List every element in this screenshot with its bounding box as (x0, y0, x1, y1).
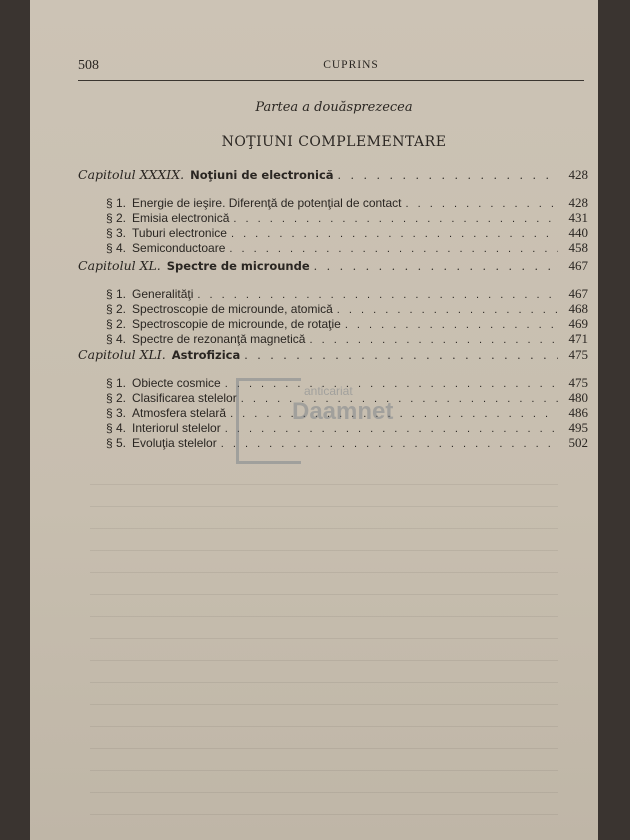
section-number: § 2. (106, 391, 127, 405)
section-page: 475 (568, 375, 588, 390)
chapter-page: 428 (568, 167, 588, 182)
section-page: 495 (568, 420, 588, 435)
dot-leader (345, 319, 558, 331)
toc-entry (78, 316, 588, 331)
section-title: Clasificarea stelelor (132, 391, 237, 405)
chapter-heading (78, 167, 588, 185)
section-number: § 1. (106, 196, 127, 210)
toc-entry (78, 210, 588, 225)
chapter-40 (78, 258, 588, 346)
chapter-39 (78, 167, 588, 255)
section-page: 428 (568, 195, 588, 210)
toc-entry (78, 240, 588, 255)
chapter-name: Astrofizica (171, 348, 241, 362)
section-page: 467 (568, 286, 588, 301)
section-number: § 4. (106, 421, 127, 435)
toc-entry (78, 286, 588, 301)
section-number: § 4. (106, 241, 127, 255)
section-title: Spectroscopie de microunde, de rotaţie (132, 317, 341, 331)
section-number: § 4. (106, 332, 127, 346)
section-page: 502 (568, 435, 588, 450)
toc-entry (78, 301, 588, 316)
section-page: 469 (568, 316, 588, 331)
section-title: Generalităţi (132, 287, 194, 301)
dot-leader (231, 228, 558, 240)
chapter-label: Capitolul XLI. (78, 347, 166, 362)
toc-entry (78, 225, 588, 240)
section-number: § 5. (106, 436, 127, 450)
section-number: § 3. (106, 406, 127, 420)
section-title: Interiorul stelelor (132, 421, 221, 435)
section-page: 480 (568, 390, 588, 405)
dot-leader (233, 213, 558, 225)
page-header (78, 58, 584, 81)
dot-leader (229, 243, 558, 255)
dot-leader (244, 349, 558, 362)
watermark-small-text: anticariat (304, 384, 353, 398)
dot-leader (338, 169, 558, 182)
section-page: 468 (568, 301, 588, 316)
chapter-heading (78, 258, 588, 276)
part-title: Partea a douăsprezecea (255, 100, 413, 115)
section-title: Emisia electronică (132, 211, 230, 225)
section-title: Tuburi electronice (132, 226, 227, 240)
section-number: § 2. (106, 317, 127, 331)
section-number: § 1. (106, 287, 127, 301)
section-title: Spectroscopie de microunde, atomică (132, 302, 333, 316)
toc-entry (78, 331, 588, 346)
dot-leader (406, 198, 558, 210)
watermark-logo (236, 378, 426, 460)
dot-leader (337, 304, 558, 316)
section-title: Evoluţia stelelor (132, 436, 217, 450)
dot-leader (197, 289, 558, 301)
toc-entry (78, 195, 588, 210)
section-page: 471 (568, 331, 588, 346)
section-page: 440 (568, 225, 588, 240)
chapter-page: 467 (568, 258, 588, 273)
show-through-text (90, 470, 558, 820)
section-number: § 1. (106, 376, 127, 390)
section-title: NOŢIUNI COMPLEMENTARE (221, 134, 447, 150)
dot-leader (314, 260, 558, 273)
chapter-name: Noţiuni de electronică (190, 168, 334, 182)
section-title: Semiconductoare (132, 241, 226, 255)
section-title: Obiecte cosmice (132, 376, 221, 390)
chapter-heading (78, 347, 588, 365)
section-number: § 2. (106, 211, 127, 225)
page-number: 508 (78, 58, 99, 73)
chapter-label: Capitolul XL. (78, 258, 161, 273)
section-page: 458 (568, 240, 588, 255)
section-page: 486 (568, 405, 588, 420)
section-title: Energie de ieşire. Diferenţă de potenţial de contact (132, 196, 402, 210)
running-head: CUPRINS (323, 59, 379, 71)
section-title: Atmosfera stelară (132, 406, 227, 420)
dot-leader (309, 334, 558, 346)
section-number: § 2. (106, 302, 127, 316)
section-title: Spectre de rezonanţă magnetică (132, 332, 306, 346)
chapter-label: Capitolul XXXIX. (78, 167, 185, 182)
book-page (30, 0, 598, 840)
watermark-big-text: Daamnet (292, 398, 394, 425)
section-number: § 3. (106, 226, 127, 240)
chapter-name: Spectre de microunde (166, 259, 310, 273)
chapter-page: 475 (568, 347, 588, 362)
section-page: 431 (568, 210, 588, 225)
